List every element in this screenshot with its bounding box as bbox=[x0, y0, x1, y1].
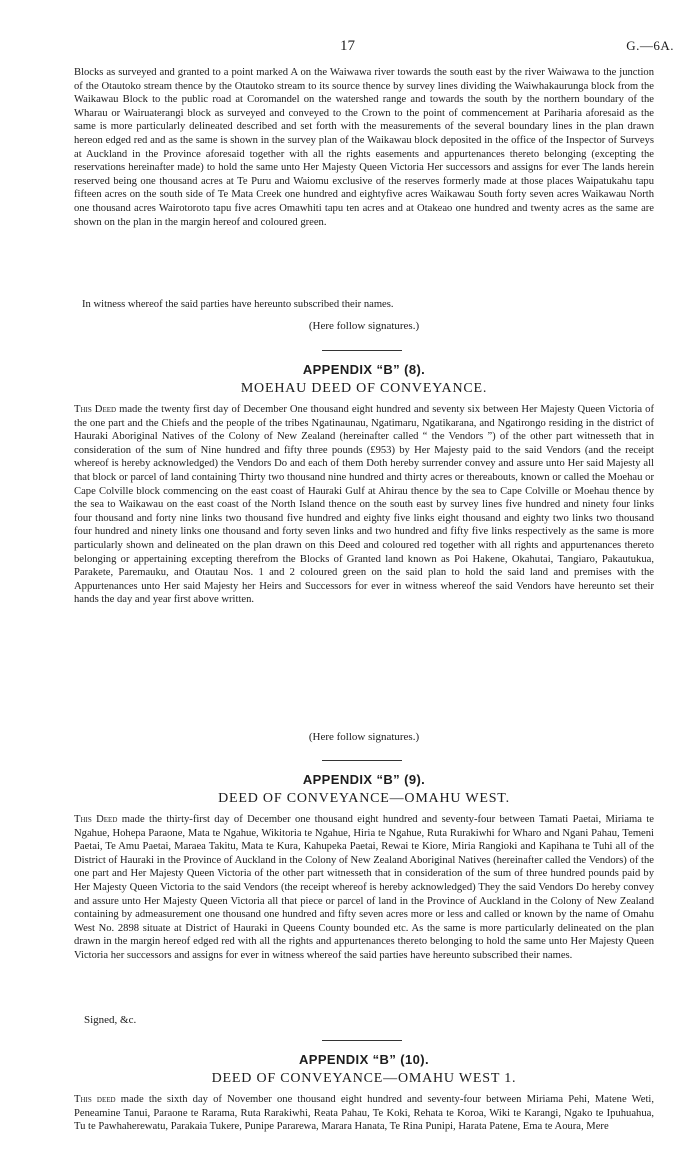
page-header bbox=[0, 38, 700, 56]
deed-title: MOEHAU DEED OF CONVEYANCE. bbox=[240, 381, 488, 396]
deed-text: made the thirty-first day of December one thousand eight hundred and seventy-four between Tamati Paetai, Miriama te Ngahue, Hohepa Paraone, Mata te Ngahue, Wikitoria te Ngahue, Hiria te Ngahue, Ruta Rurakiwhi for Wharo and Ngani Pahau, Temeni Paetai, Te Amu Paetai, Maraea Takitu, Mata te Kura, Kahupeka Paetai, Rewai te Kiore, Miria Rangioki and Kapihana te Tuhi all of the District of Hauraki in the Province of Auckland in the Colony of New Zealand Aboriginal Natives (hereinafter called the Vendors) of the one part and Her Majesty Queen Victoria of the other part witnesseth that in consideration of the sum of three hundred pounds paid by Her Majesty Queen Victoria to the said Vendors (the receipt whereof is hereby acknowledged) They the said Vendors Do hereby convey and assure unto Her Majesty Queen Victoria all that piece or parcel of land in the Province of Auckland in the Colony of New Zealand containing by admeasurement one thousand one hundred and fifty seven acres more or less and called or known by the name of Omahu West No. 2898 situate at District of Hauraki in Queens County bounded etc. As the same is more particularly delineated on the plan drawn in the margin hereof edged red with all the rights and appurtenances thereto belonging to hold the same unto Her Majesty Queen Victoria her successors and assigns for ever in witness whereof the said parties have hereunto subscribed their names. bbox=[74, 814, 654, 961]
page-number: 17 bbox=[340, 38, 355, 54]
deed-body bbox=[74, 1093, 654, 1134]
continuation-paragraph: Blocks as surveyed and granted to a point marked A on the Waiwawa river towards the south east by the river Waiwawa to the junction of the Otautoko stream thence by the Otautoko stream to its source thence by survey lines dividing the Waiwhakaurunga block from the Waikawau Block to the public road at Coromandel on the watershed range and towards the south by the northern boundary of the Wharau or Wairuaterangi block as surveyed and conveyed to the Crown to the point of commencement at Pariharia aforesaid as the same is more particularly delineated described and set forth with the measurements of the several boundary lines in the plan drawn hereon edged red and as the same is shown in the survey plan of the Waikawau block deposited in the office of the Inspector of Surveys at Auckland in the Province aforesaid together with all the rights easements and appurtenances thereto belonging (excepting the reservations hereinafter made) to hold the same unto Her Majesty Queen Victoria Her successors and assigns for ever The lands herein reserved being one thousand acres at Te Puru and Waiomu exclusive of the reserves formerly made at those places Waipatukahu tapu fifteen acres on the south side of Te Mata Creek one hundred and eightyfive acres Waikawau South forty seven acres Waikawau North one thousand acres Wairotoroto tapu five acres Omawhiti tapu ten acres and at Otakeao one hundred and twenty acres as the same are shown on the plan in the margin hereof and coloured green. bbox=[74, 67, 654, 228]
deed-text: made the sixth day of November one thousand eight hundred and seventy-four between Miriama Pehi, Matene Weti, Peneamine Tanui, Paraone te Rarama, Ruta Rarakiwhi, Reata Pahau, Te Koki, Rehata te Koroa, Wiki te Karangi, Ngako te Ipuhuahua, Tu te Pawhaherewatu, Parakaia Tukere, Punipe Pararewa, Marara Hanata, Te Rina Punipi, Harata Patene, Ema te Aoura, Mere bbox=[74, 1094, 655, 1133]
section-divider bbox=[322, 760, 402, 761]
appendix-heading: APPENDIX “B” (9). bbox=[302, 772, 426, 787]
signed-line: Signed, &c. bbox=[84, 1014, 137, 1026]
section-divider bbox=[322, 350, 402, 351]
appendix-heading: APPENDIX “B” (8). bbox=[302, 362, 426, 377]
signatures-note: (Here follow signatures.) bbox=[308, 320, 420, 332]
deed-opening: This deed bbox=[74, 1094, 116, 1105]
deed-title: DEED OF CONVEYANCE—OMAHU WEST 1. bbox=[211, 1071, 517, 1086]
deed-body bbox=[74, 813, 654, 963]
deed-opening: This Deed bbox=[74, 814, 118, 825]
deed-title: DEED OF CONVEYANCE—OMAHU WEST. bbox=[218, 791, 510, 806]
deed-opening: This Deed bbox=[74, 404, 117, 415]
witness-clause: In witness whereof the said parties have hereunto subscribed their names. bbox=[82, 299, 394, 310]
appendix-heading: APPENDIX “B” (10). bbox=[298, 1052, 429, 1067]
page-reference: G.—6A. bbox=[626, 38, 674, 53]
signatures-note: (Here follow signatures.) bbox=[308, 731, 420, 743]
deed-body bbox=[74, 403, 654, 607]
deed-text: made the twenty first day of December One thousand eight hundred and seventy six between Her Majesty Queen Victoria of the one part and the Chiefs and the people of the tribes Ngatinaunau, Ngatimaru, Ngatikarana, and Ngatirongo residing in the district of Hauraki Aboriginal Natives of the Colony of New Zealand (hereinafter called “ the Vendors ”) of the other part witnesseth that in consideration of the sum of Nine hundred and fifty three pounds (£953) by Her Majesty paid to the said Vendors (and the receipt whereof is hereby acknowledged) the Vendors Do and each of them Doth hereby surrender convey and assure unto Her said Majesty all that block or parcel of land containing Thirty two thousand nine hundred and thirty acres or thereabouts, known or called the Moehau or Cape Colville block commencing on the east coast of Hauraki Gulf at Ahirau thence by the sea to Cape Colville or Moehau thence by the sea to Waikawau on the east coast of the North Island thence on the south east by survey lines five hundred and ninety four links four thousand and forty nine links two thousand five hundred and eighty five links eight thousand and eighty two links two thousand four hundred and ninety links one thousand and forty seven links and two hundred and fifty five links respectively as the same is more particularly shown and delineated on the plan drawn on this Deed and coloured red together with all rights and appurtenances thereto belonging or appertaining excepting therefrom the Blocks of Granted land known as Poi Hakene, Okahutai, Tangiaro, Pakautukua, Parakete, Paremauku, and Otautau Nos. 1 and 2 coloured green on the said plan to hold the said land and premises with the Appurtenances unto Her said Majesty her Heirs and Successors for ever in witness whereof the said Vendors have hereunto set their hands the day and year first above written. bbox=[74, 404, 654, 606]
section-divider bbox=[322, 1040, 402, 1041]
